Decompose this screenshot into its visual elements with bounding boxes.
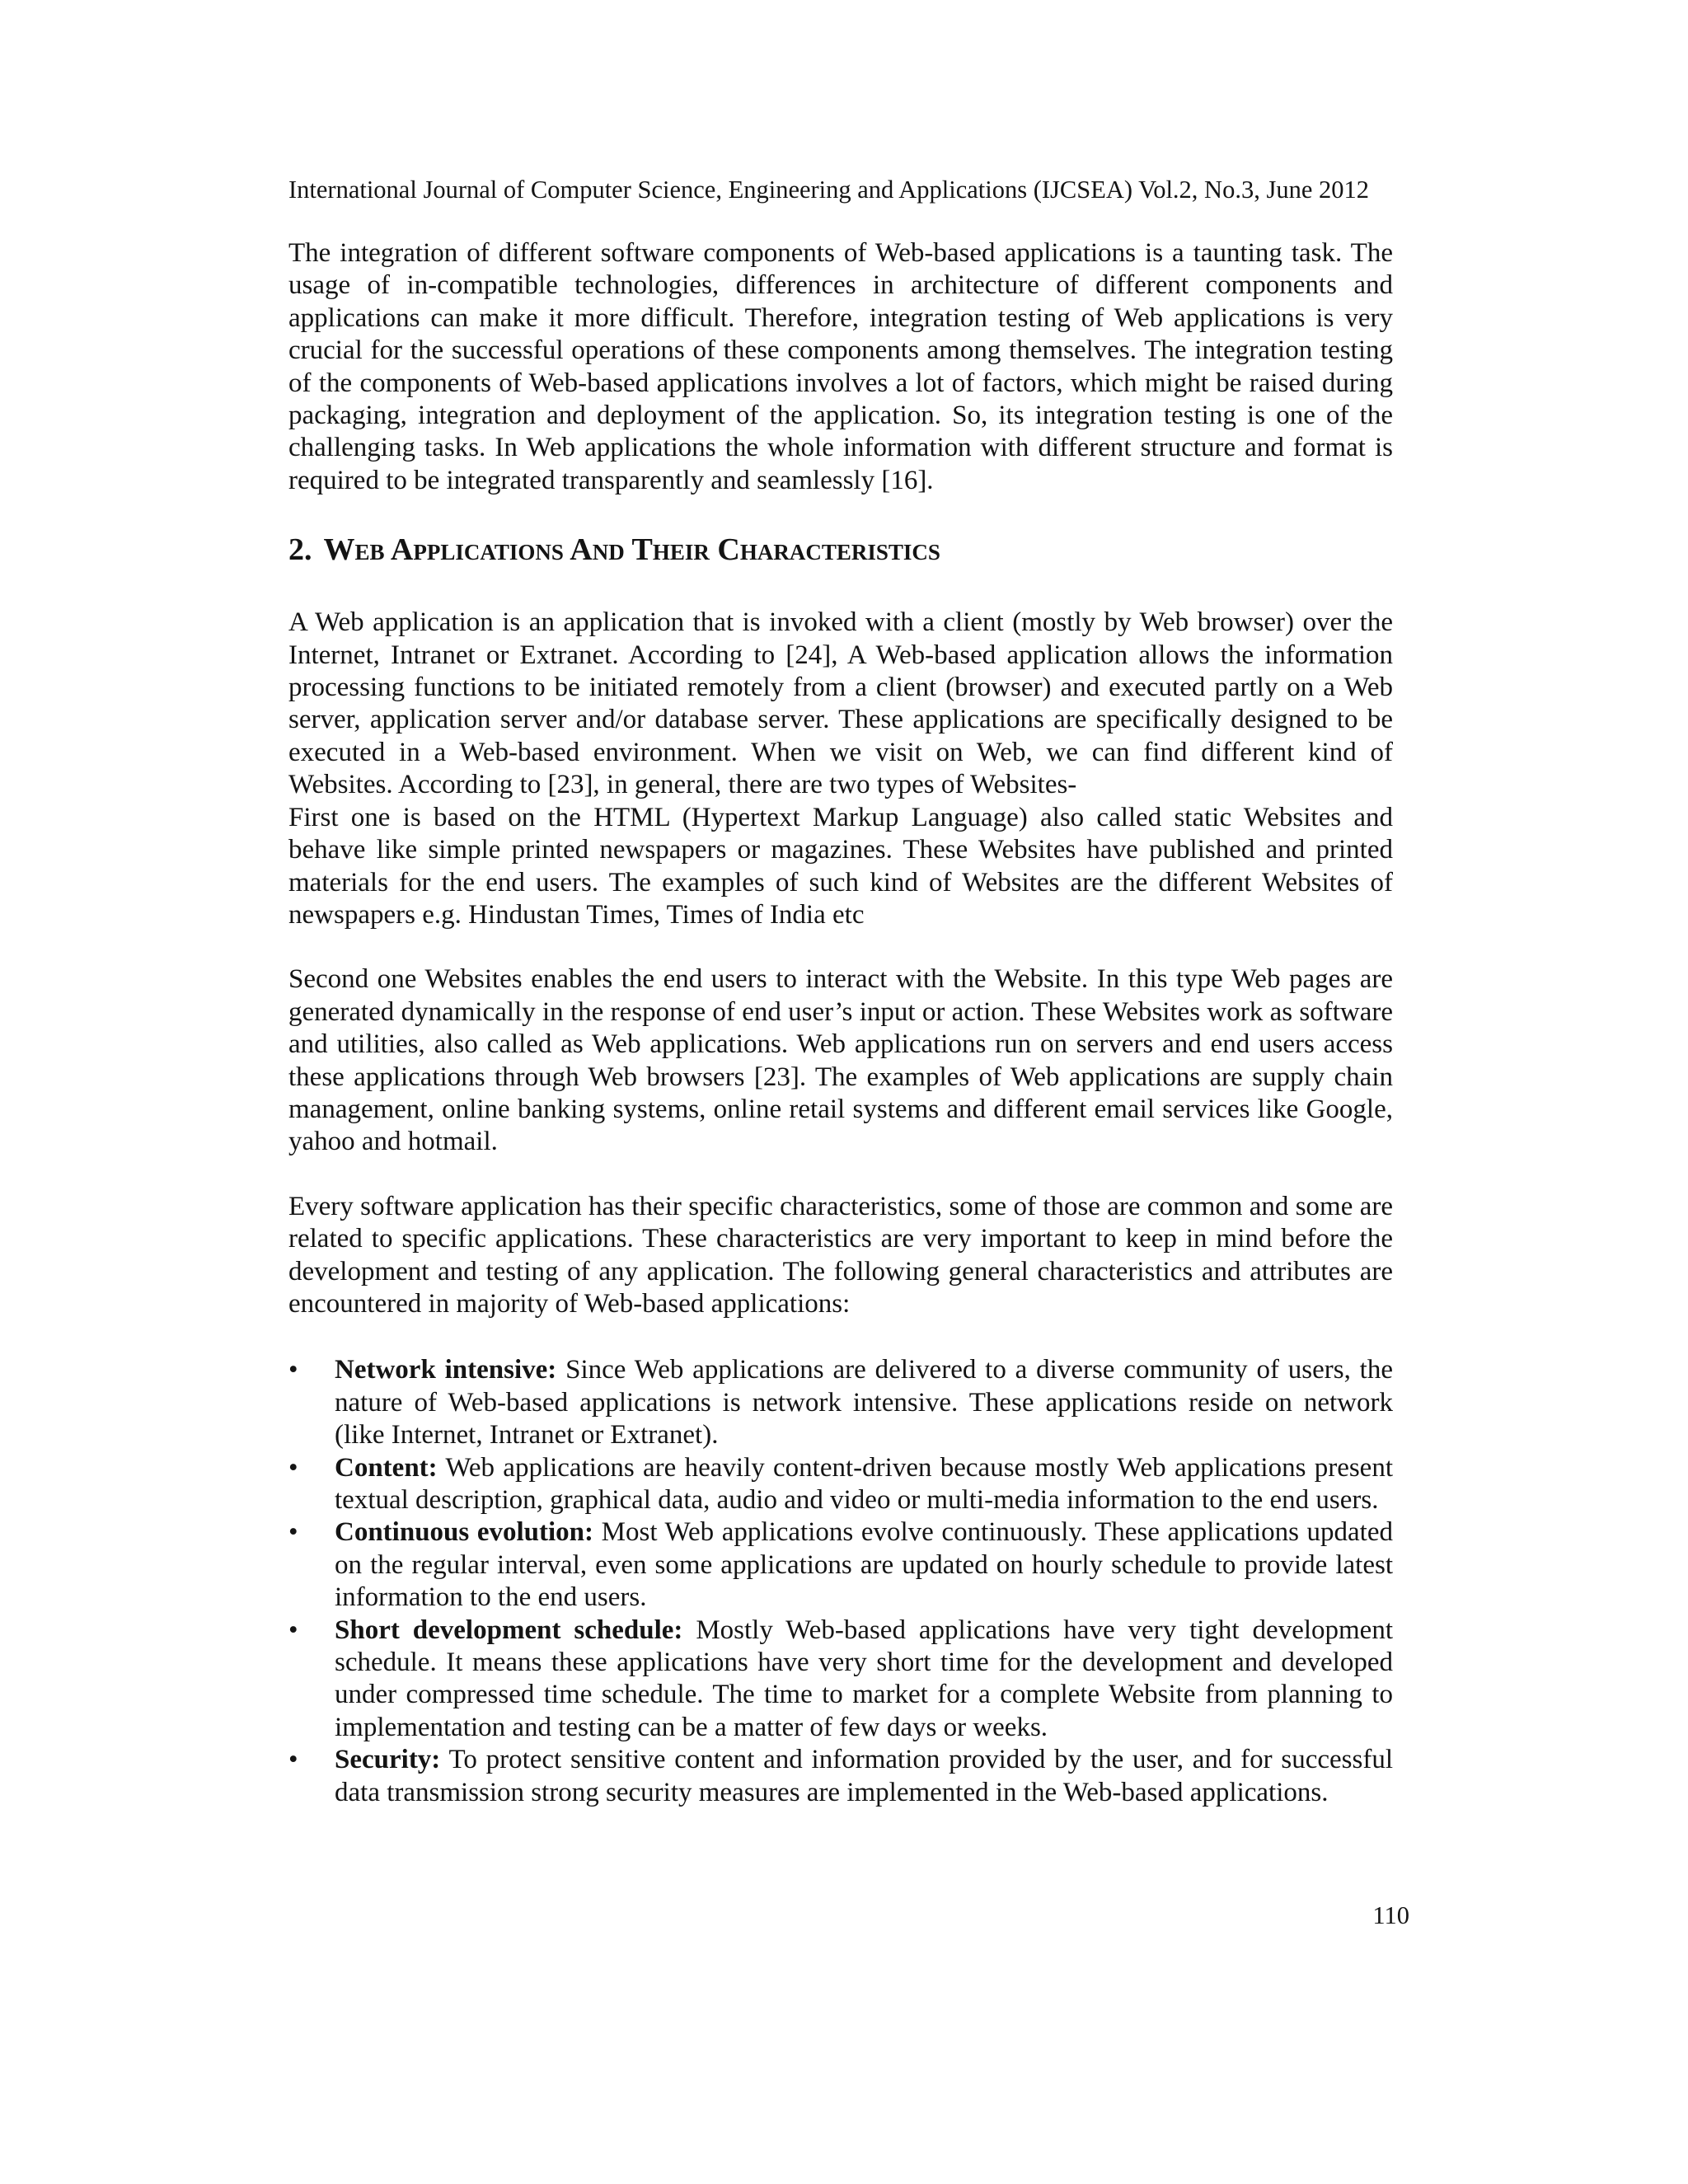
bullet-icon: • xyxy=(288,1355,298,1385)
list-item-term: Short development schedule: xyxy=(335,1615,683,1645)
bullet-icon: • xyxy=(288,1745,298,1775)
list-item-term: Content: xyxy=(335,1452,438,1483)
list-item xyxy=(288,1354,1393,1451)
page-number: 110 xyxy=(1372,1901,1409,1929)
dynamic-websites-paragraph: Second one Websites enables the end users to interact with the Website. In this type Web pages are generated dynamically in the response of end user’s input or action. These Websites work as software and utilities, also called as Web applications. Web applications run on servers and end users access these applications through Web browsers [23]. The examples of Web applications are supply chain management, online banking systems, online retail systems and different email services like Google, yahoo and hotmail. xyxy=(288,964,1393,1157)
bullet-icon: • xyxy=(288,1452,298,1483)
paper-page xyxy=(288,173,1393,1809)
bullet-icon: • xyxy=(288,1517,298,1548)
list-item xyxy=(288,1452,1393,1517)
running-header: International Journal of Computer Science, Engineering and Applications (IJCSEA) Vol.2, No.3, June 2012 xyxy=(288,176,1369,204)
list-item xyxy=(288,1744,1393,1809)
section-number: 2. xyxy=(288,532,312,568)
list-item-text: Web applications are heavily content-driven because mostly Web applications present textual description, graphical data, audio and video or multi-media information to the end users. xyxy=(335,1452,1393,1515)
section-title: Web Applications And Their Characteristics xyxy=(323,532,940,568)
characteristics-list xyxy=(288,1354,1393,1809)
list-item xyxy=(288,1615,1393,1745)
definition-paragraph-b: First one is based on the HTML (Hypertext Markup Language) also called static Websites and behave like simple printed newspapers or magazines. These Websites have published and printed materials for the end users. The examples of such kind of Websites are the different Websites of newspapers e.g. Hindustan Times, Times of India etc xyxy=(288,802,1393,930)
list-item-term: Security: xyxy=(335,1745,441,1775)
list-item-text: Since Web applications are delivered to a diverse community of users, the nature of Web-based applications is network intensive. These applications reside on network (like Internet, Intranet or Extranet). xyxy=(335,1355,1393,1451)
characteristics-paragraph: Every software application has their specific characteristics, some of those are common and some are related to specific applications. These characteristics are very important to keep in mind before the development and testing of any application. The following general characteristics and attributes are encountered in majority of Web-based applications: xyxy=(288,1191,1393,1319)
list-item-text: To protect sensitive content and information provided by the user, and for successful data transmission strong security measures are implemented in the Web-based applications. xyxy=(335,1745,1393,1807)
list-item-term: Network intensive: xyxy=(335,1355,557,1385)
list-item xyxy=(288,1516,1393,1614)
section-heading xyxy=(288,530,1393,569)
list-item-text: Mostly Web-based applications have very tight development schedule. It means these applications have very short time for the development and developed under compressed time schedule. The time to market for a complete Website from planning to implementation and testing can be a matter of few days or weeks. xyxy=(335,1615,1393,1742)
list-item-term: Continuous evolution: xyxy=(335,1517,594,1548)
intro-paragraph: The integration of different software components of Web-based applications is a taunting task. The usage of in-compatible technologies, differences in architecture of different components and applications can make it more difficult. Therefore, integration testing of Web applications is very crucial for the successful operations of these components among themselves. The integration testing of the components of Web-based applications involves a lot of factors, which might be raised during packaging, integration and deployment of the application. So, its integration testing is one of the challenging tasks. In Web applications the whole information with different structure and format is required to be integrated transparently and seamlessly [16]. xyxy=(288,238,1393,495)
list-item-text: Most Web applications evolve continuously. These applications updated on the regular interval, even some applications are updated on hourly schedule to provide latest information to the end users. xyxy=(335,1517,1393,1613)
definition-paragraph-a: A Web application is an application that is invoked with a client (mostly by Web browser) over the Internet, Intranet or Extranet. According to [24], A Web-based application allows the information processing functions to be initiated remotely from a client (browser) and executed partly on a Web server, application server and/or database server. These applications are specifically designed to be executed in a Web-based environment. When we visit on Web, we can find different kind of Websites. According to [23], in general, there are two types of Websites- xyxy=(288,607,1393,800)
bullet-icon: • xyxy=(288,1615,298,1645)
